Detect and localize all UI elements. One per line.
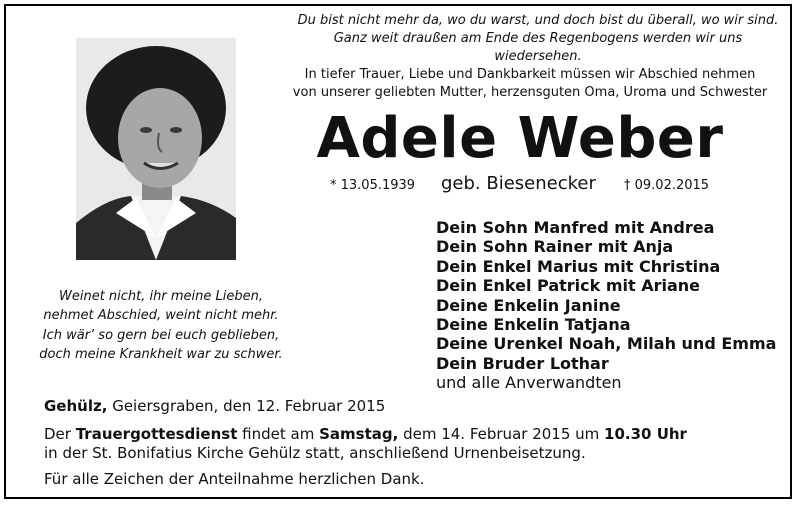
service-text: findet am [237,425,320,443]
intro-text [280,66,780,102]
relative-entry: Deine Enkelin Janine [436,295,621,315]
place-date-rest: Geiersgraben, den 12. Februar 2015 [107,397,386,415]
service-day: Samstag, [319,425,399,443]
poem-line: Ich wär’ so gern bei euch geblieben, [42,327,280,343]
service-line-2: in der St. Bonifatius Kirche Gehülz statt, anschließend Urnenbeisetzung. [44,444,586,462]
relative-entry: Dein Sohn Rainer mit Anja [436,237,674,257]
service-text: Der [44,425,76,443]
relative-entry: Dein Enkel Marius mit Christina [436,256,721,276]
poem-line: nehmet Abschied, weint nicht mehr. [43,308,279,324]
birth-date: * 13.05.1939 [330,178,416,193]
intro-line: von unserer geliebten Mutter, herzensguten Oma, Uroma und Schwester [292,85,768,100]
town-name: Gehülz, [44,397,108,415]
funeral-service-info [44,425,744,463]
relative-entry: Dein Sohn Manfred mit Andrea [436,218,715,237]
portrait-photo [76,38,236,260]
service-time: 10.30 Uhr [604,425,687,443]
maiden-name: geb. Biesenecker [441,173,596,194]
death-date: † 09.02.2015 [624,178,710,193]
intro-line: In tiefer Trauer, Liebe und Dankbarkeit müssen wir Abschied nehmen [304,67,756,82]
relative-entry: Deine Urenkel Noah, Milah und Emma [436,334,777,354]
relative-entry: Deine Enkelin Tatjana [436,315,631,335]
place-date-line [44,397,385,415]
service-line-1 [44,425,744,444]
poem-line: Weinet nicht, ihr meine Lieben, [59,289,263,304]
top-quote [290,12,786,66]
thanks-line: Für alle Zeichen der Anteilnahme herzlichen Dank. [44,470,425,488]
relatives-closing: und alle Anverwandten [436,373,622,393]
top-quote-line: Ganz weit draußen am Ende des Regenbogens werden wir uns wiedersehen. [333,31,743,64]
poem [26,287,296,364]
relative-entry: Dein Enkel Patrick mit Ariane [436,276,700,296]
poem-line: doch meine Krankheit war zu schwer. [39,346,283,362]
relatives-list [436,218,781,393]
service-type: Trauergottesdienst [75,425,238,443]
top-quote-line: Du bist nicht mehr da, wo du warst, und doch bist du überall, wo wir sind. [297,13,779,28]
service-text: dem 14. Februar 2015 um [398,425,605,443]
deceased-name: Adele Weber [316,106,724,171]
relative-entry: Dein Bruder Lothar [436,353,609,373]
